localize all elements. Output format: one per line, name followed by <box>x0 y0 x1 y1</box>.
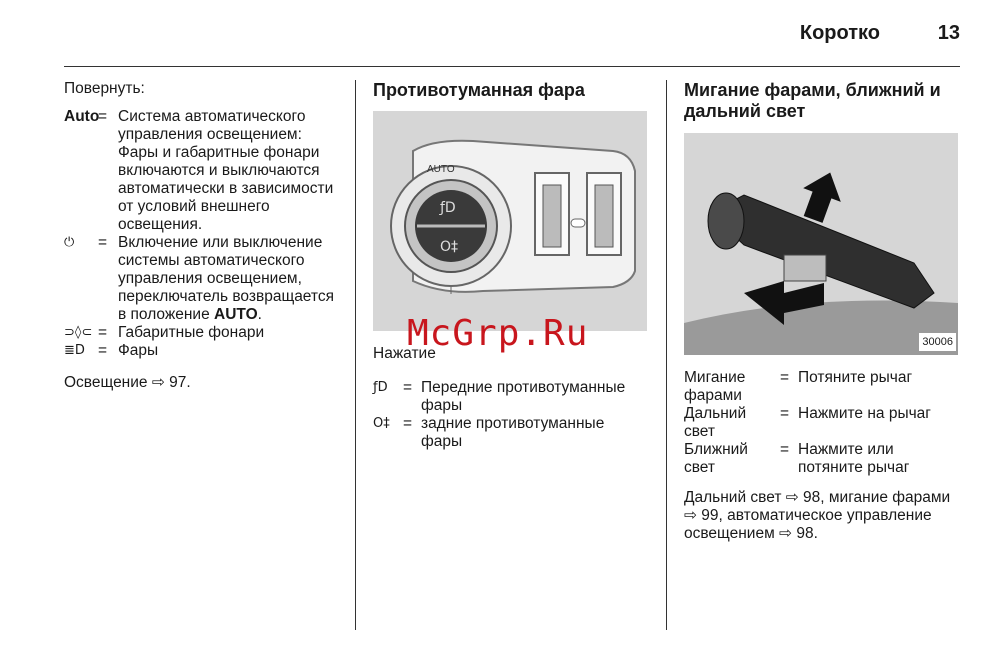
def-item <box>684 369 960 405</box>
column-3 <box>684 80 960 559</box>
def-desc-pre: Включение или выключение системы автоматического управления освещением, переключатель возвращается в положение <box>118 234 334 323</box>
stalk-illustration <box>684 133 958 355</box>
column-divider <box>355 80 356 630</box>
def-term: Мигание фарами <box>684 369 746 404</box>
def-desc: Фары <box>118 342 159 359</box>
column-divider <box>666 80 667 630</box>
def-eq: = <box>403 414 413 432</box>
def-eq: = <box>780 441 790 458</box>
light-switch-drawing <box>373 111 647 331</box>
def-eq: = <box>780 405 790 422</box>
def-term: Дальний свет <box>684 405 747 440</box>
def-eq: = <box>98 108 108 125</box>
intro-text: Повернуть: <box>64 80 145 97</box>
parking-lights-icon: ⊃◊⊂ <box>64 325 93 340</box>
lighting-reference: Освещение ⇨ 97. <box>64 374 191 391</box>
press-label: Нажатие <box>373 345 436 362</box>
def-eq: = <box>98 324 108 341</box>
fog-light-heading: Противотуманная фара <box>373 80 585 100</box>
def-eq: = <box>98 342 108 359</box>
svg-text:O‡: O‡ <box>440 239 459 255</box>
def-item <box>373 415 649 451</box>
def-term: Auto <box>64 108 100 125</box>
def-desc: Передние противотуманные фары <box>421 378 626 414</box>
svg-text:AUTO: AUTO <box>427 164 455 175</box>
def-desc: задние противотуманные фары <box>421 414 605 450</box>
def-desc <box>118 234 342 324</box>
svg-text:ƒD: ƒD <box>440 200 456 216</box>
operations-list <box>684 369 960 477</box>
front-fog-light-icon: ƒD <box>373 379 388 395</box>
def-eq: = <box>98 234 108 251</box>
def-item <box>64 342 342 360</box>
rear-fog-light-icon: O‡ <box>373 415 390 431</box>
flash-heading: Мигание фарами, ближний и дальний свет <box>684 80 941 121</box>
def-desc: Нажмите на рычаг <box>798 405 931 422</box>
def-desc: Система автоматического управления освещением: Фары и габаритные фонари включаются и выключаются автоматически в зависимости от условий внешнего освещения. <box>118 108 334 233</box>
def-desc: Нажмите или потяните рычаг <box>798 441 910 476</box>
stalk-drawing <box>684 133 958 355</box>
def-item <box>684 441 960 477</box>
def-item <box>373 379 649 415</box>
def-desc: Габаритные фонари <box>118 324 265 341</box>
def-item <box>684 405 960 441</box>
power-icon: ⏻ <box>64 235 75 250</box>
def-desc: Потяните рычаг <box>798 369 913 386</box>
column-1 <box>64 80 342 408</box>
def-desc-post: . <box>257 306 262 323</box>
def-item <box>64 234 342 324</box>
page-header <box>64 0 960 67</box>
def-eq: = <box>780 369 790 386</box>
references-text: Дальний свет ⇨ 98, мигание фарами ⇨ 99, автоматическое управление освещением ⇨ 98. <box>684 489 951 542</box>
section-title: Коротко <box>799 22 880 44</box>
headlights-icon: ≣D <box>64 343 85 358</box>
def-eq: = <box>403 378 413 396</box>
def-term: Ближний свет <box>684 441 748 476</box>
watermark-text: McGrp.Ru <box>407 313 589 354</box>
light-switch-illustration <box>373 111 647 331</box>
def-item <box>64 108 342 234</box>
image-code: 30006 <box>919 333 956 351</box>
def-item <box>64 324 342 342</box>
column-2 <box>373 80 649 451</box>
page-number: 13 <box>937 22 960 44</box>
def-desc-bold: AUTO <box>214 306 258 323</box>
